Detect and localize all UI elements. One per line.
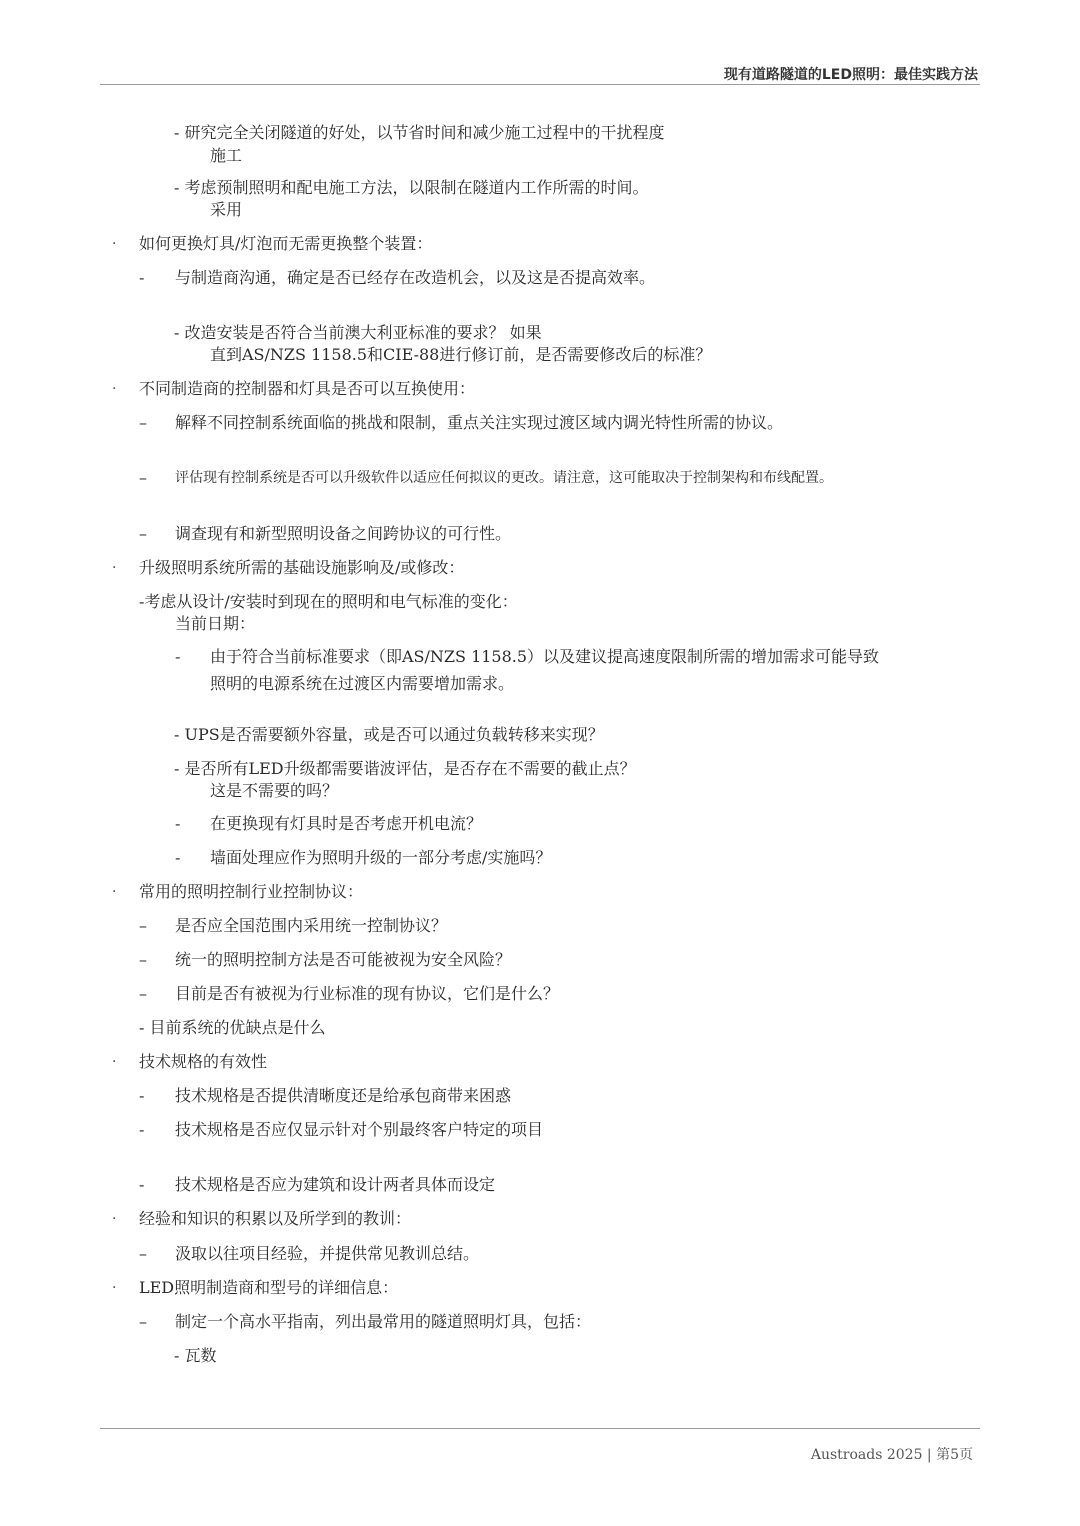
dash-marker: - [139, 268, 145, 287]
dash-marker: – [139, 524, 147, 543]
list-item: 技术规格是否应仅显示针对个别最终客户特定的项目 [175, 1120, 544, 1139]
dash-marker: – [139, 950, 147, 969]
list-item-continuation: 照明的电源系统在过渡区内需要增加需求。 [210, 674, 515, 693]
list-item: 汲取以往项目经验，并提供常见教训总结。 [175, 1244, 480, 1263]
dash-marker: – [139, 984, 147, 1003]
list-item: 目前是否有被视为行业标准的现有协议，它们是什么？ [175, 984, 560, 1003]
footer-divider [100, 1428, 980, 1429]
dash-marker: – [139, 1312, 147, 1331]
list-item: - UPS是否需要额外容量，或是否可以通过负载转移来实现？ [174, 725, 604, 744]
dash-marker: – [139, 413, 147, 432]
dash-marker: - [139, 1120, 145, 1139]
dash-marker: – [139, 468, 147, 487]
list-item: 技术规格是否提供清晰度还是给承包商带来困惑 [175, 1086, 512, 1105]
list-item: 解释不同控制系统面临的挑战和限制，重点关注实现过渡区域内调光特性所需的协议。 [175, 413, 784, 432]
bullet-marker: · [112, 560, 117, 576]
dash-marker: - [139, 1175, 145, 1194]
bullet-marker: · [112, 1211, 117, 1227]
list-item-continuation: 当前日期： [175, 614, 256, 633]
header-divider [100, 84, 980, 85]
list-item: 在更换现有灯具时是否考虑开机电流？ [210, 814, 483, 833]
list-item: - 研究完全关闭隧道的好处，以节省时间和减少施工过程中的干扰程度 [174, 123, 665, 142]
bullet-marker: · [112, 236, 117, 252]
list-item-continuation: 施工 [210, 146, 243, 165]
bullet-heading: 经验和知识的积累以及所学到的教训： [139, 1209, 412, 1228]
list-item: 与制造商沟通，确定是否已经存在改造机会，以及这是否提高效率。 [175, 268, 656, 287]
dash-marker: - [175, 814, 181, 833]
list-item: - 目前系统的优缺点是什么 [139, 1018, 326, 1037]
list-item: 技术规格是否应为建筑和设计两者具体而设定 [175, 1175, 496, 1194]
list-item-continuation: 直到AS/NZS 1158.5和CIE-88进行修订前，是否需要修改后的标准？ [210, 345, 712, 364]
bullet-heading: 常用的照明控制行业控制协议： [139, 882, 364, 901]
bullet-heading: 如何更换灯具/灯泡而无需更换整个装置： [139, 234, 433, 253]
list-item: - 是否所有LED升级都需要谐波评估，是否存在不需要的截止点？ [174, 759, 636, 778]
page-header-title: 现有道路隧道的LED照明：最佳实践方法 [723, 67, 978, 83]
dash-marker: - [139, 1086, 145, 1105]
list-item: - 考虑预制照明和配电施工方法，以限制在隧道内工作所需的时间。 [174, 178, 649, 197]
list-item: - 瓦数 [174, 1346, 217, 1365]
bullet-heading: LED照明制造商和型号的详细信息： [139, 1278, 399, 1297]
list-item: 统一的照明控制方法是否可能被视为安全风险？ [175, 950, 512, 969]
list-item: - 改造安装是否符合当前澳大利亚标准的要求？ 如果 [174, 323, 542, 342]
dash-marker: - [175, 848, 181, 867]
bullet-marker: · [112, 1054, 117, 1070]
list-item: 墙面处理应作为照明升级的一部分考虑/实施吗？ [210, 848, 552, 867]
bullet-marker: · [112, 1280, 117, 1296]
list-item: 评估现有控制系统是否可以升级软件以适应任何拟议的更改。请注意，这可能取决于控制架构和布线配置。 [175, 470, 833, 486]
list-item: 是否应全国范围内采用统一控制协议？ [175, 916, 448, 935]
dash-marker: – [139, 916, 147, 935]
list-item: 由于符合当前标准要求（即AS/NZS 1158.5）以及建议提高速度限制所需的增加需求可能导致 [210, 647, 880, 666]
list-item: 制定一个高水平指南，列出最常用的隧道照明灯具，包括： [175, 1312, 592, 1331]
page-footer: Austroads 2025 | 第5页 [810, 1447, 973, 1463]
bullet-marker: · [112, 884, 117, 900]
bullet-marker: · [112, 381, 117, 397]
dash-marker: - [175, 647, 181, 666]
bullet-heading: 技术规格的有效性 [139, 1052, 268, 1071]
list-item: 调查现有和新型照明设备之间跨协议的可行性。 [175, 524, 512, 543]
bullet-heading: 不同制造商的控制器和灯具是否可以互换使用： [139, 379, 476, 398]
list-item-continuation: 这是不需要的吗？ [210, 781, 339, 800]
dash-marker: – [139, 1244, 147, 1263]
list-item: -考虑从设计/安装时到现在的照明和电气标准的变化： [139, 592, 518, 611]
bullet-heading: 升级照明系统所需的基础设施影响及/或修改： [139, 558, 465, 577]
list-item-continuation: 采用 [210, 200, 243, 219]
